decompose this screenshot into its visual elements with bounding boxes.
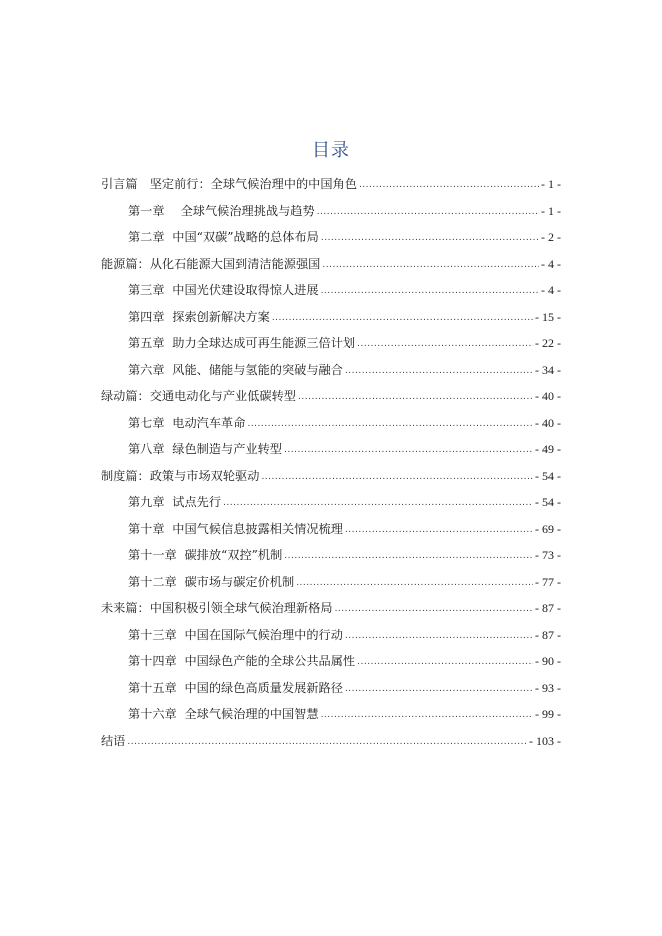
toc-entry-chapter[interactable] <box>101 280 561 307</box>
toc-entry-text: 未来篇：中国积极引领全球气候治理新格局 <box>101 601 333 615</box>
toc-page-number: - 2 - <box>541 230 561 244</box>
toc-dot-leader <box>223 493 533 513</box>
toc-dot-leader <box>335 599 533 619</box>
toc-page-number: - 34 - <box>535 362 561 377</box>
toc-page-number: - 40 - <box>535 389 561 403</box>
toc-entry-part[interactable] <box>101 386 561 413</box>
toc-page-number: - 87 - <box>535 627 561 642</box>
toc-entry-part[interactable] <box>101 466 561 493</box>
toc-entry-text: 第一章 全球气候治理挑战与趋势 <box>128 203 315 218</box>
toc-page-number: - 69 - <box>535 521 561 536</box>
toc-page-number: - 4 - <box>541 256 561 271</box>
toc-page-number: - 54 - <box>535 468 561 483</box>
toc-entry-text: 第十四章 中国绿色产能的全球公共品属性 <box>128 654 356 668</box>
toc-entry-chapter[interactable] <box>101 678 561 705</box>
toc-page-number: - 87 - <box>535 601 561 615</box>
toc-dot-leader <box>261 467 533 487</box>
toc-page-number: - 73 - <box>535 548 561 562</box>
toc-entry-text: 第十六章 全球气候治理的中国智慧 <box>128 707 319 721</box>
toc-page-number: - 54 - <box>535 495 561 509</box>
toc-dot-leader <box>321 228 539 248</box>
toc-dot-leader <box>298 387 533 407</box>
toc-dot-leader <box>127 732 527 752</box>
toc-page-number: - 99 - <box>535 707 561 721</box>
toc-entry-text: 第十章 中国气候信息披露相关情况梳理 <box>128 521 343 536</box>
toc-entry-text: 第二章 中国“双碳”战略的总体布局 <box>128 230 319 244</box>
toc-entry-text: 第八章 绿色制造与产业转型 <box>128 442 282 456</box>
toc-dot-leader <box>272 308 533 328</box>
toc-entry-part[interactable] <box>101 598 561 625</box>
toc-dot-leader <box>284 546 533 566</box>
toc-entry-chapter[interactable] <box>101 201 561 228</box>
toc-entry-chapter[interactable] <box>101 545 561 572</box>
toc-entry-chapter[interactable] <box>101 360 561 387</box>
toc-entry-part[interactable] <box>101 174 561 201</box>
toc-page-number: - 4 - <box>541 283 561 297</box>
toc-dot-leader <box>284 440 533 460</box>
toc-page-number: - 1 - <box>541 177 561 191</box>
toc-title: 目录 <box>312 140 350 161</box>
toc-entry-chapter[interactable] <box>101 333 561 360</box>
toc-entry-chapter[interactable] <box>101 307 561 334</box>
toc-dot-leader <box>296 573 533 593</box>
toc-entry-text: 第十一章 碳排放“双控”机制 <box>128 548 283 562</box>
toc-entry-text: 能源篇：从化石能源大国到清洁能源强国 <box>101 256 321 271</box>
toc-entry-text: 结语 <box>101 733 126 748</box>
toc-entry-chapter[interactable] <box>101 625 561 652</box>
toc-entry-chapter[interactable] <box>101 227 561 254</box>
toc-entry-text: 绿动篇：交通电动化与产业低碳转型 <box>101 389 296 403</box>
toc-dot-leader <box>345 361 533 381</box>
toc-list <box>101 174 561 757</box>
toc-entry-chapter[interactable] <box>101 439 561 466</box>
toc-entry-text: 引言篇 坚定前行：全球气候治理中的中国角色 <box>101 177 357 191</box>
toc-dot-leader <box>321 705 533 725</box>
toc-entry-text: 第九章 试点先行 <box>128 495 222 509</box>
toc-entry-chapter[interactable] <box>101 704 561 731</box>
toc-page-number: - 1 - <box>541 203 561 218</box>
toc-dot-leader <box>345 520 533 540</box>
toc-entry-text: 第三章 中国光伏建设取得惊人进展 <box>128 283 319 297</box>
toc-entry-text: 第十五章 中国的绿色高质量发展新路径 <box>128 680 343 695</box>
toc-page-number: - 103 - <box>529 733 561 748</box>
toc-dot-leader <box>357 652 533 672</box>
toc-dot-leader <box>345 679 533 699</box>
toc-entry-text: 制度篇：政策与市场双轮驱动 <box>101 468 260 483</box>
toc-dot-leader <box>357 334 533 354</box>
toc-entry-part[interactable] <box>101 731 561 758</box>
toc-entry-chapter[interactable] <box>101 651 561 678</box>
toc-dot-leader <box>322 255 539 275</box>
toc-entry-chapter[interactable] <box>101 413 561 440</box>
toc-page-number: - 40 - <box>535 415 561 430</box>
toc-dot-leader <box>317 202 539 222</box>
toc-entry-chapter[interactable] <box>101 519 561 546</box>
toc-page-number: - 15 - <box>535 309 561 324</box>
toc-page-number: - 93 - <box>535 680 561 695</box>
toc-dot-leader <box>345 626 533 646</box>
toc-entry-text: 第十三章 中国在国际气候治理中的行动 <box>128 627 343 642</box>
toc-entry-part[interactable] <box>101 254 561 281</box>
toc-page-number: - 77 - <box>535 574 561 589</box>
toc-dot-leader <box>247 414 533 434</box>
toc-page-number: - 49 - <box>535 442 561 456</box>
toc-entry-text: 第四章 探索创新解决方案 <box>128 309 270 324</box>
toc-entry-text: 第六章 风能、储能与氢能的突破与融合 <box>128 362 343 377</box>
toc-entry-text: 第十二章 碳市场与碳定价机制 <box>128 574 295 589</box>
toc-dot-leader <box>321 281 539 301</box>
toc-dot-leader <box>359 175 539 195</box>
toc-entry-chapter[interactable] <box>101 572 561 599</box>
toc-entry-text: 第七章 电动汽车革命 <box>128 415 246 430</box>
toc-entry-text: 第五章 助力全球达成可再生能源三倍计划 <box>128 336 356 350</box>
toc-entry-chapter[interactable] <box>101 492 561 519</box>
toc-page-number: - 90 - <box>535 654 561 668</box>
toc-page-number: - 22 - <box>535 336 561 350</box>
